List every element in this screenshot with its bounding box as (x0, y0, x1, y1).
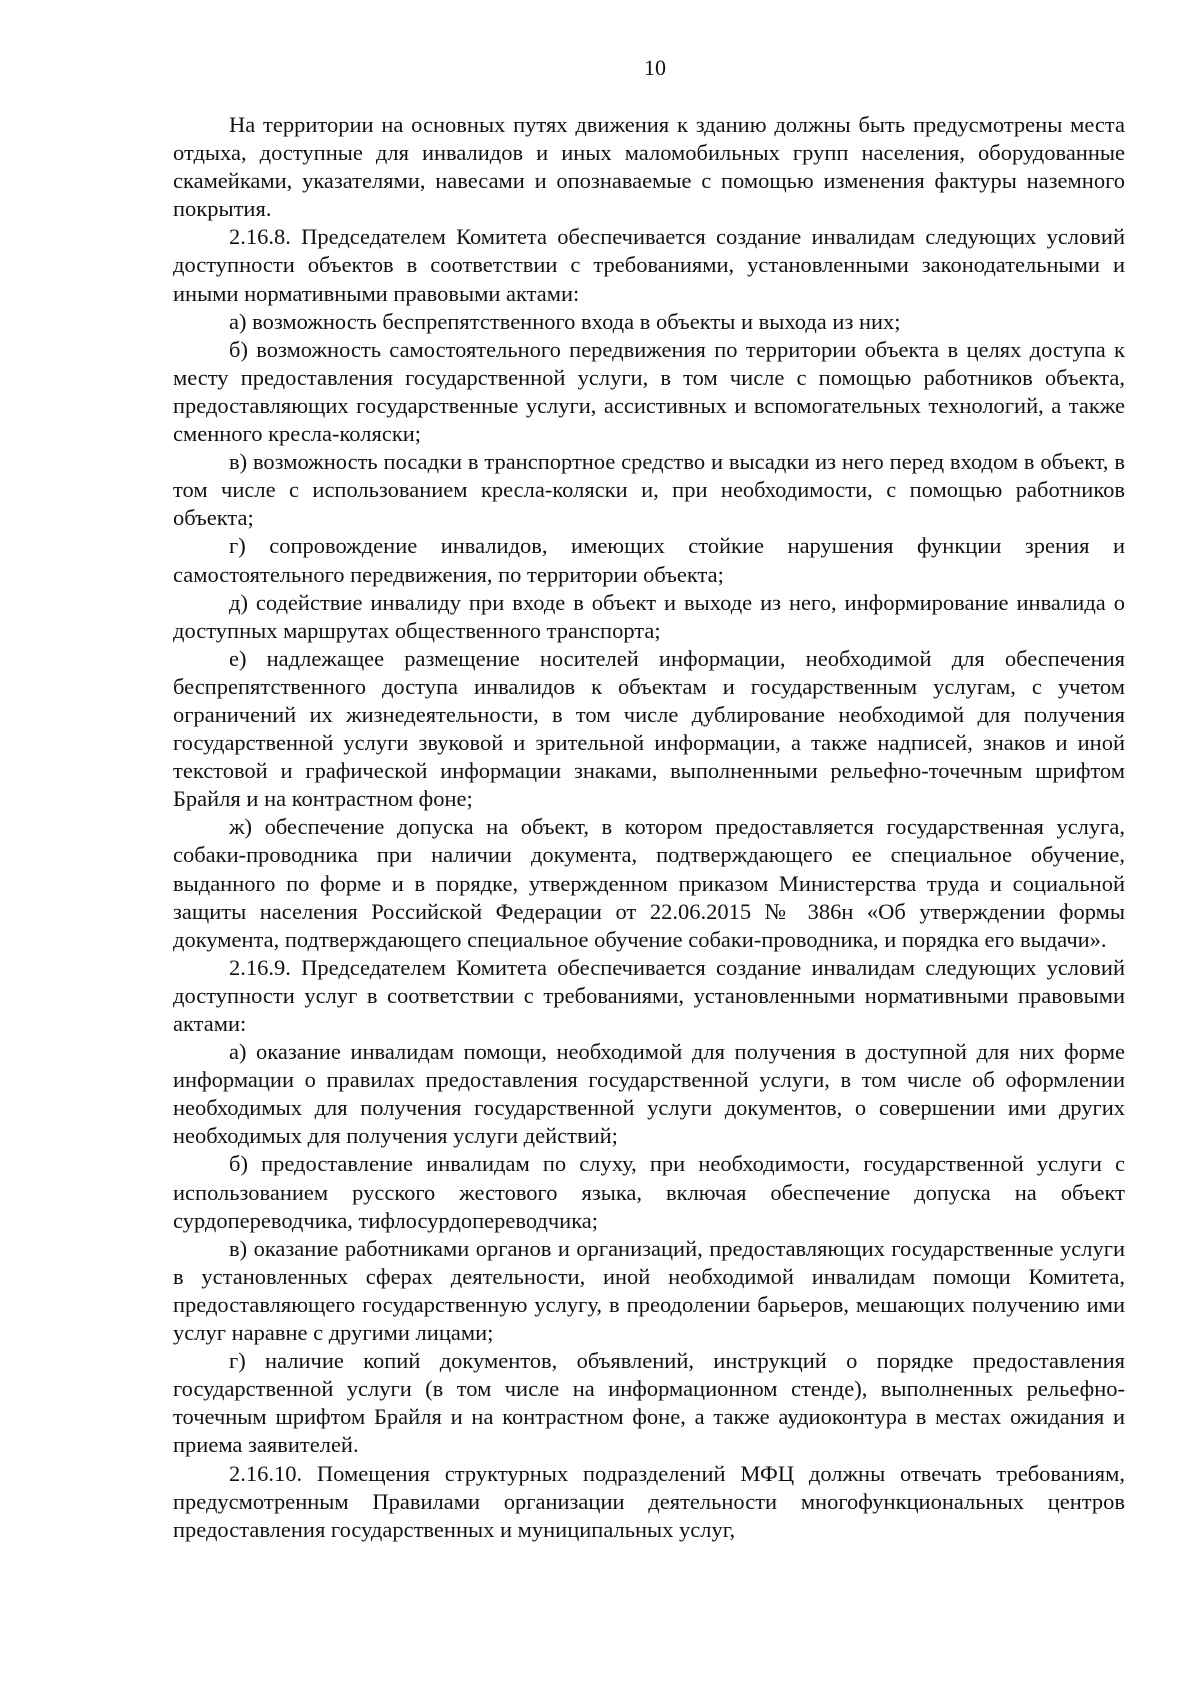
list-item-2-16-9-g: г) наличие копий документов, объявлений, инструкций о порядке предоставления государственной услуги (в том числе на информационном стенде), выполненных рельефно-точечным шрифтом Брайля и на контрастном фоне, а также аудиоконтура в местах ожидания и приема заявителей. (173, 1348, 1125, 1458)
list-item-2-16-9-v: в) оказание работниками органов и организаций, предоставляющих государственные услуги в установленных сферах деятельности, иной необходимой инвалидам помощи Комитета, предоставляющего государственную услугу, в преодолении барьеров, мешающих получению ими услуг наравне с другими лицами; (173, 1235, 1125, 1346)
list-item-2-16-8-v: в) возможность посадки в транспортное средство и высадки из него перед входом в объект, в том числе с использованием кресла-коляски и, при необходимости, с помощью работников объекта; (173, 449, 1125, 531)
document-body (173, 111, 1125, 1544)
list-item-2-16-8-b: б) возможность самостоятельного передвижения по территории объекта в целях доступа к месту предоставления государственной услуги, в том числе с помощью работников объекта, предоставляющих государственные услуги, ассистивных и вспомогательных технологий, а также сменного кресла-коляски; (173, 336, 1125, 447)
list-item-2-16-8-d: д) содействие инвалиду при входе в объект и выходе из него, информирование инвалида о доступных маршрутах общественного транспорта; (173, 589, 1125, 643)
list-item-2-16-9-a: а) оказание инвалидам помощи, необходимой для получения в доступной для них форме информации о правилах предоставления государственной услуги, в том числе об оформлении необходимых для получения государственной услуги документов, о совершении ими других необходимых для получения услуги действий; (173, 1039, 1125, 1149)
paragraph-intro: На территории на основных путях движения к зданию должны быть предусмотрены места отдыха, доступные для инвалидов и иных маломобильных групп населения, оборудованные скамейками, указателями, навесами и опознаваемые с помощью изменения фактуры наземного покрытия. (173, 112, 1125, 222)
list-item-2-16-8-zh: ж) обеспечение допуска на объект, в котором предоставляется государственная услуга, собаки-проводника при наличии документа, подтверждающего ее специальное обучение, выданного по форме и в порядке, утвержденном приказом Министерства труда и социальной защиты населения Российской Федерации от 22.06.2015 № 386н «Об утверждении формы документа, подтверждающего специальное обучение собаки-проводника, и порядка его выдачи». (173, 814, 1125, 952)
page-number: 10 (644, 55, 666, 80)
paragraph-2-16-8: 2.16.8. Председателем Комитета обеспечивается создание инвалидам следующих условий доступности объектов в соответствии с требованиями, установленными законодательными и иными нормативными правовыми актами: (173, 224, 1125, 306)
paragraph-2-16-9: 2.16.9. Председателем Комитета обеспечивается создание инвалидам следующих условий доступности услуг в соответствии с требованиями, установленными нормативными правовыми актами: (173, 954, 1125, 1036)
list-item-2-16-8-e: е) надлежащее размещение носителей информации, необходимой для обеспечения беспрепятственного доступа инвалидов к объектам и государственным услугам, с учетом ограничений их жизнедеятельности, в том числе дублирование необходимой для получения государственной услуги звуковой и зрительной информации, а также надписей, знаков и иной текстовой и графической информации знаками, выполненными рельефно-точечным шрифтом Брайля и на контрастном фоне; (173, 645, 1125, 812)
list-item-2-16-8-g: г) сопровождение инвалидов, имеющих стойкие нарушения функции зрения и самостоятельного передвижения, по территории объекта; (173, 533, 1125, 587)
paragraph-2-16-10: 2.16.10. Помещения структурных подразделений МФЦ должны отвечать требованиям, предусмотренным Правилами организации деятельности многофункциональных центров предоставления государственных и муниципальных услуг, (173, 1460, 1125, 1542)
list-item-2-16-9-b: б) предоставление инвалидам по слуху, при необходимости, государственной услуги с использованием русского жестового языка, включая обеспечение допуска на объект сурдопереводчика, тифлосурдопереводчика; (173, 1151, 1125, 1233)
list-item-2-16-8-a: а) возможность беспрепятственного входа в объекты и выхода из них; (229, 308, 901, 334)
